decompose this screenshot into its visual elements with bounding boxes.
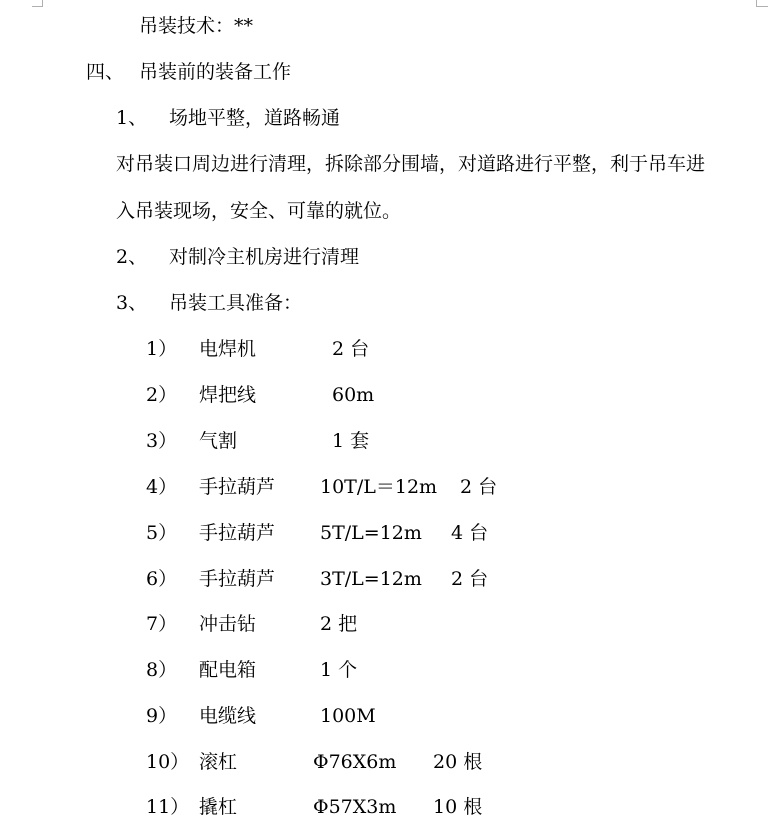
section-number: 四、 xyxy=(86,61,125,83)
tool-number: 1） xyxy=(146,338,178,360)
item-3-title: 吊装工具准备： xyxy=(169,292,303,314)
tool-name: 手拉葫芦 xyxy=(199,522,276,544)
tool-spec: 100M xyxy=(320,705,376,727)
tool-number: 4） xyxy=(146,476,178,498)
tool-number: 2） xyxy=(146,384,178,406)
tool-number: 11） xyxy=(146,796,190,818)
tool-name: 撬杠 xyxy=(199,796,238,818)
tool-spec: 2 台 xyxy=(332,338,370,360)
tool-number: 10） xyxy=(146,751,190,773)
tool-name: 配电箱 xyxy=(199,659,257,681)
tool-spec: 1 套 xyxy=(332,430,370,452)
tool-number: 5） xyxy=(146,522,178,544)
tool-name: 电焊机 xyxy=(199,338,257,360)
tool-number: 3） xyxy=(146,430,178,452)
tool-number: 6） xyxy=(146,568,178,590)
crop-mark-left-h xyxy=(32,6,43,7)
section-title: 吊装前的装备工作 xyxy=(139,61,292,83)
tool-number: 7） xyxy=(146,613,178,635)
tool-qty: 10 根 xyxy=(433,796,483,818)
tool-qty: 2 台 xyxy=(460,476,498,498)
tool-name: 电缆线 xyxy=(199,705,257,727)
item-2-number: 2、 xyxy=(116,246,148,268)
tool-number: 8） xyxy=(146,659,178,681)
tool-spec: 3T/L=12m xyxy=(320,568,422,590)
header-line: 吊装技术：** xyxy=(139,15,254,37)
item-2-title: 对制冷主机房进行清理 xyxy=(169,246,360,268)
tool-qty: 2 台 xyxy=(451,568,489,590)
tool-spec: Φ57X3m xyxy=(313,796,397,818)
paragraph-line-1: 对吊装口周边进行清理，拆除部分围墙，对道路进行平整，利于吊车进 xyxy=(116,153,706,175)
paragraph-line-2: 入吊装现场，安全、可靠的就位。 xyxy=(116,200,402,222)
tool-spec: 2 把 xyxy=(320,613,358,635)
tool-spec: Φ76X6m xyxy=(313,751,397,773)
tool-name: 气割 xyxy=(199,430,238,452)
tool-qty: 20 根 xyxy=(433,751,483,773)
tool-spec: 5T/L=12m xyxy=(320,522,422,544)
crop-mark-right-h xyxy=(756,6,768,7)
tool-name: 手拉葫芦 xyxy=(199,568,276,590)
tool-spec: 1 个 xyxy=(320,659,358,681)
item-1-number: 1、 xyxy=(116,107,148,129)
tool-spec: 10T/L＝12m xyxy=(320,476,438,498)
tool-spec: 60m xyxy=(332,384,375,406)
tool-name: 滚杠 xyxy=(199,751,238,773)
tool-name: 焊把线 xyxy=(199,384,257,406)
tool-qty: 4 台 xyxy=(451,522,489,544)
tool-name: 冲击钻 xyxy=(199,613,257,635)
tool-name: 手拉葫芦 xyxy=(199,476,276,498)
item-3-number: 3、 xyxy=(116,292,148,314)
tool-number: 9） xyxy=(146,705,178,727)
item-1-title: 场地平整，道路畅通 xyxy=(169,107,341,129)
